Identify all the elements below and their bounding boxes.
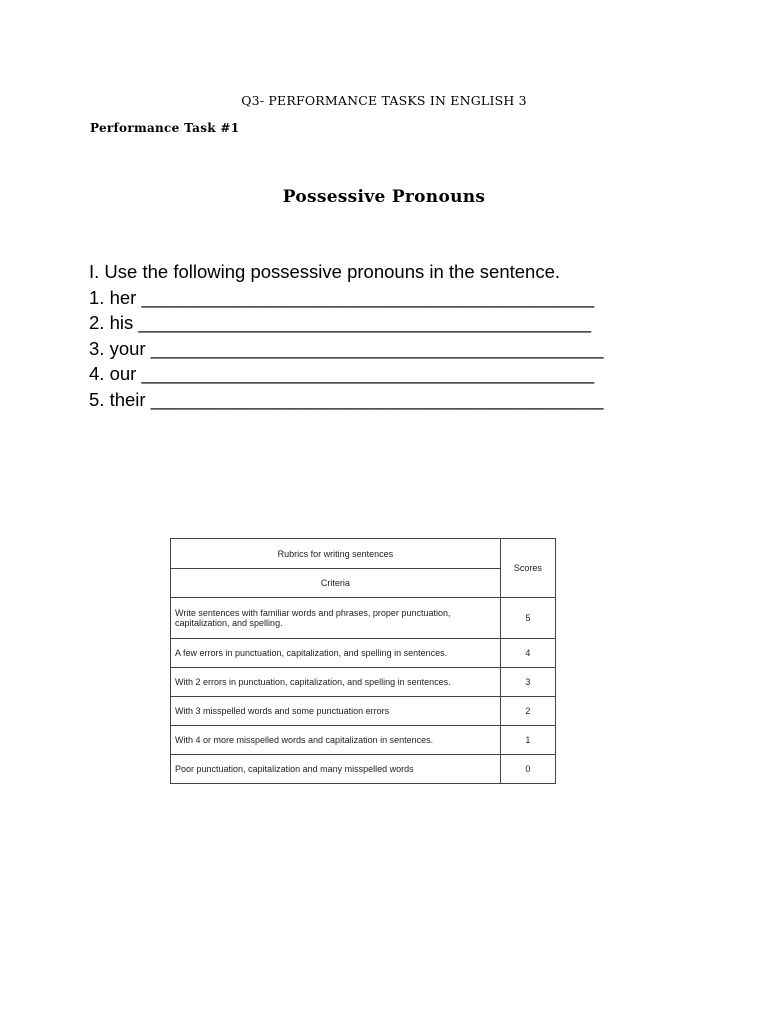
criteria-cell: With 4 or more misspelled words and capitalization in sentences.	[171, 726, 501, 755]
rubric-title-row	[171, 539, 556, 569]
table-row	[171, 726, 556, 755]
criteria-cell: A few errors in punctuation, capitalization, and spelling in sentences.	[171, 639, 501, 668]
document-header: Q3- PERFORMANCE TASKS IN ENGLISH 3	[241, 93, 527, 108]
criteria-header: Criteria	[171, 569, 501, 598]
item-her: 1. her ____________________________________________	[89, 286, 595, 308]
criteria-cell: With 2 errors in punctuation, capitalization, and spelling in sentences.	[171, 668, 501, 697]
instructions-heading: I. Use the following possessive pronouns in the sentence.	[89, 261, 561, 282]
rubric-table	[170, 538, 556, 784]
criteria-cell: Write sentences with familiar words and phrases, proper punctuation, capitalization, and spelling.	[171, 598, 501, 639]
criteria-cell: With 3 misspelled words and some punctuation errors	[171, 697, 501, 726]
scores-header: Scores	[500, 539, 555, 598]
task-label: Performance Task #1	[90, 121, 240, 135]
table-row	[171, 639, 556, 668]
table-row	[171, 697, 556, 726]
score-cell: 4	[500, 639, 555, 668]
table-row	[171, 668, 556, 697]
score-cell: 0	[500, 755, 555, 784]
item-their: 5. their ____________________________________________	[89, 388, 604, 410]
rubric-title: Rubrics for writing sentences	[171, 539, 501, 569]
item-our: 4. our ____________________________________________	[89, 363, 595, 384]
page-title: Possessive Pronouns	[282, 187, 486, 207]
item-his: 2. his ____________________________________________	[89, 312, 592, 333]
rubric-header-row	[171, 569, 556, 598]
item-your: 3. your ____________________________________________	[89, 337, 604, 359]
score-cell: 3	[500, 668, 555, 697]
table-row	[171, 598, 556, 639]
score-cell: 1	[500, 726, 555, 755]
instructions	[89, 259, 603, 412]
criteria-cell: Poor punctuation, capitalization and many misspelled words	[171, 755, 501, 784]
score-cell: 5	[500, 598, 555, 639]
table-row	[171, 755, 556, 784]
score-cell: 2	[500, 697, 555, 726]
